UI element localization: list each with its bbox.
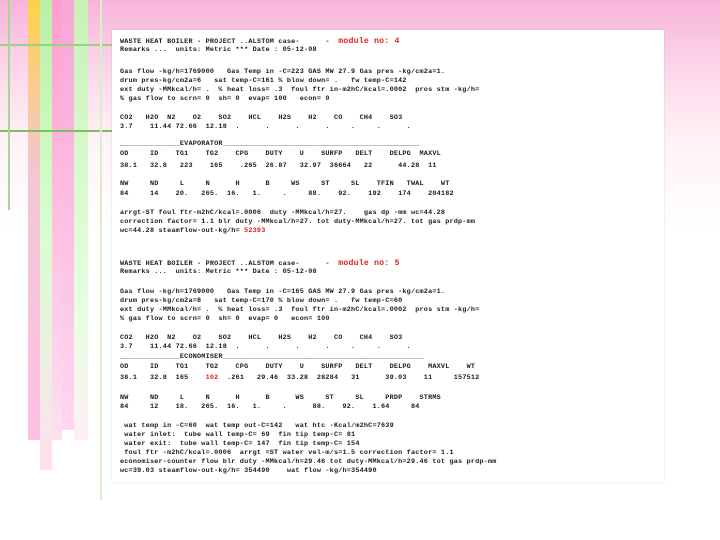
section1-footer-line: arrgt-ST foul ftr-m2hC/kcal=.0006 duty -MMkcal/h=27. gas dp -mm wc=44.28 (120, 209, 446, 217)
section1-param-line: ext duty -MMkcal/h= . % heat loss= .3 foul ftr in-m2hC/kcal=.0002 pros stm -kg/h= (120, 86, 480, 94)
section2-dash: - (325, 260, 330, 268)
stripe-hline (0, 130, 112, 132)
section2-table2-header: NW ND L N H B WS ST SL PRDP STRMS (120, 394, 441, 402)
section2-footer-line: foul ftr -m2hC/kcal=.0006 arrgt =ST water vel-m/s=1.5 correction factor= 1.1 (120, 449, 454, 457)
section1-footer-line: wc=44.28 steamflow-out-kg/h= (120, 227, 240, 235)
section2-table1-values (120, 374, 479, 383)
section1-steamflow-value: 52393 (244, 227, 266, 235)
section2-param-line: % gas flow to scrn= 0 sh= 0 evap= 0 econ= 100 (120, 315, 330, 323)
boiler-report-document (112, 30, 664, 482)
section2-table1-values-post: .261 29.46 33.28 28284 31 39.03 11 157512 (218, 374, 480, 382)
stripe-vline (100, 0, 102, 500)
section1-table2-values: 84 14 20. 265. 16. 1. . 88. 92. 192 174 204182 (120, 190, 454, 198)
section1-param-line: drum pres-kg/cm2a=6 sat temp-C=161 % blow down= . fw temp-C=142 (120, 77, 407, 85)
section1-steamflow-line (120, 227, 266, 236)
section2-composition-values: 3.7 11.44 72.66 12.18 . . . . . . . (120, 343, 411, 351)
section2-remarks: Remarks ... units: Metric *** Date : 05-12-08 (120, 268, 317, 276)
section2-module-label: module no: 5 (338, 259, 400, 268)
section1-footer-line: correction factor= 1.1 blr duty -MMkcal/h=27. tot duty-MMkcal/h=27. tot gas prdp-mm (120, 218, 476, 226)
stripe-green-2 (74, 0, 88, 440)
section1-param-line: % gas flow to scrn= 0 sh= 0 evap= 100 econ= 0 (120, 95, 330, 103)
section2-param-line: Gas flow -kg/h=1769000 Gas Temp in -C=165 GAS MW 27.9 Gas pres -kg/cm2a=1. (120, 288, 446, 296)
section2-tg2-value: 102 (205, 374, 219, 382)
section2-footer-line: wc=39.03 steamflow-out-kg/h= 354490 wat flow -kg/h=354490 (120, 467, 377, 475)
section1-composition-header: CO2 H2O N2 O2 SO2 HCL H2S H2 CO CH4 SO3 (120, 114, 403, 122)
section1-param-line: Gas flow -kg/h=1769000 Gas Temp in -C=223 GAS MW 27.9 Gas pres -kg/cm2a=1. (120, 68, 446, 76)
section2-title: WASTE HEAT BOILER - PROJECT ..ALSTOM case- (120, 260, 300, 268)
section1-evaporator-header: ______________EVAPORATOR______________________________________________ (120, 140, 420, 148)
stripe-vline (8, 0, 10, 210)
section1-table2-header: NW ND L N H B WS ST SL TFIN TWAL WT (120, 180, 450, 188)
section2-footer-line: water inlet: tube wall temp-C= 69 fin tip temp-C= 81 (120, 431, 356, 439)
section2-table2-values: 84 12 18. 265. 16. 1. . 88. 92. 1.64 84 (120, 403, 420, 411)
section1-title: WASTE HEAT BOILER - PROJECT ..ALSTOM case- (120, 38, 300, 46)
decorative-stripes (0, 0, 112, 540)
stripe-pink-2 (62, 0, 74, 430)
section2-table1-values-pre: 38.1 32.8 165 (120, 374, 206, 382)
stripe-green (40, 0, 52, 470)
section2-composition-header: CO2 H2O N2 O2 SO2 HCL H2S H2 CO CH4 SO3 (120, 334, 403, 342)
stripe-hline (0, 44, 112, 46)
stripe-pink (52, 0, 62, 440)
section1-remarks: Remarks ... units: Metric *** Date : 05-12-08 (120, 46, 317, 54)
section2-footer-line: water exit: tube wall temp-C= 147 fin tip temp-C= 154 (120, 440, 360, 448)
section2-footer-line: wat temp in -C=60 wat temp out-C=142 wat htc -Kcal/m2hC=7639 (120, 422, 394, 430)
section2-economiser-header: ______________ECONOMISER_______________________________________________ (120, 353, 424, 361)
section1-table1-header: OD ID TG1 TG2 CPG DUTY U SURFP DELT DELPG MAXVL (120, 150, 441, 158)
section1-composition-values: 3.7 11.44 72.66 12.18 . . . . . . . (120, 123, 411, 131)
section2-param-line: ext duty -MMkcal/h= . % heat loss= .3 foul ftr in-m2hC/kcal=.0002 pros stm -kg/h= (120, 306, 480, 314)
section2-param-line: drum pres-kg/cm2a=8 sat temp-C=170 % blow down= . fw temp-C=60 (120, 297, 403, 305)
section2-footer-line: economiser-counter flow blr duty -MMkcal/h=29.46 tot duty-MMkcal/h=29.46 tot gas prdp-mm (120, 458, 497, 466)
section1-dash: - (325, 38, 330, 46)
section1-module-label: module no: 4 (338, 37, 400, 46)
section2-table1-header: OD ID TG1 TG2 CPG DUTY U SURFP DELT DELPG MAXVL WT (120, 363, 476, 371)
section1-table1-values: 38.1 32.8 223 165 .265 26.87 32.97 36664 22 44.28 11 (120, 162, 437, 170)
